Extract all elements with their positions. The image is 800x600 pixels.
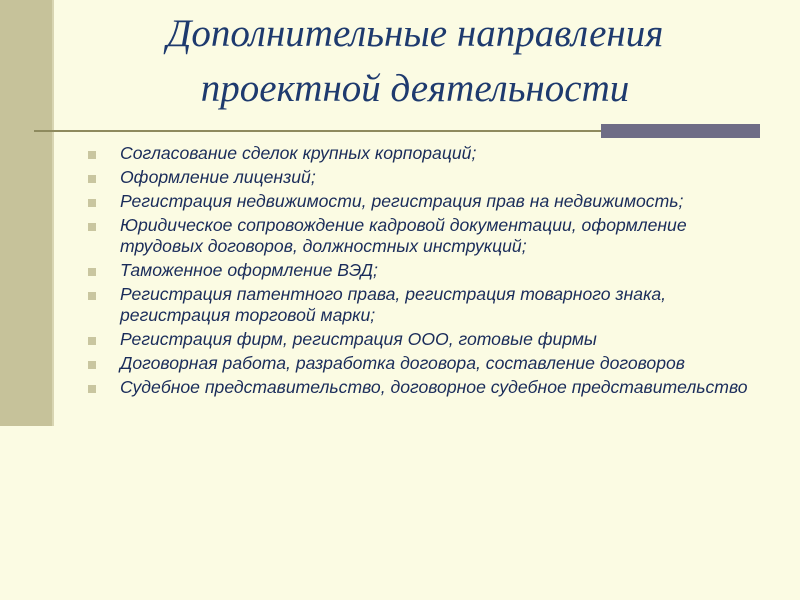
list-item-text: Договорная работа, разработка договора, составление договоров [120, 353, 685, 373]
square-bullet-icon [88, 151, 96, 159]
list-item-text: Регистрация фирм, регистрация ООО, готовые фирмы [120, 329, 597, 349]
slide-title [70, 6, 760, 116]
square-bullet-icon [88, 223, 96, 231]
left-accent-band-edge [52, 0, 54, 426]
list-item-text: Таможенное оформление ВЭД; [120, 260, 378, 280]
slide-title-line-1: Дополнительные направления [166, 12, 664, 55]
slide-title-line-2: проектной деятельности [200, 67, 630, 110]
square-bullet-icon [88, 337, 96, 345]
square-bullet-icon [88, 268, 96, 276]
list-item-text: Регистрация недвижимости, регистрация прав на недвижимость; [120, 191, 684, 211]
list-item [88, 377, 748, 398]
list-item-text: Регистрация патентного права, регистрация товарного знака, регистрация торговой марки; [120, 284, 667, 325]
list-item [88, 353, 748, 374]
square-bullet-icon [88, 199, 96, 207]
list-item-text: Судебное представительство, договорное судебное представительство [120, 377, 748, 397]
list-item [88, 329, 748, 350]
list-item [88, 260, 748, 281]
list-item-text: Оформление лицензий; [120, 167, 316, 187]
list-item-text: Согласование сделок крупных корпораций; [120, 143, 477, 163]
square-bullet-icon [88, 292, 96, 300]
square-bullet-icon [88, 385, 96, 393]
square-bullet-icon [88, 175, 96, 183]
list-item [88, 191, 748, 212]
list-item [88, 284, 748, 326]
list-item [88, 143, 748, 164]
list-item [88, 215, 748, 257]
title-divider-block [601, 124, 760, 138]
left-accent-band [0, 0, 52, 426]
list-item [88, 167, 748, 188]
square-bullet-icon [88, 361, 96, 369]
list-item-text: Юридическое сопровождение кадровой документации, оформление трудовых договоров, должностных инструкций; [120, 215, 687, 256]
bullet-list [88, 143, 748, 401]
